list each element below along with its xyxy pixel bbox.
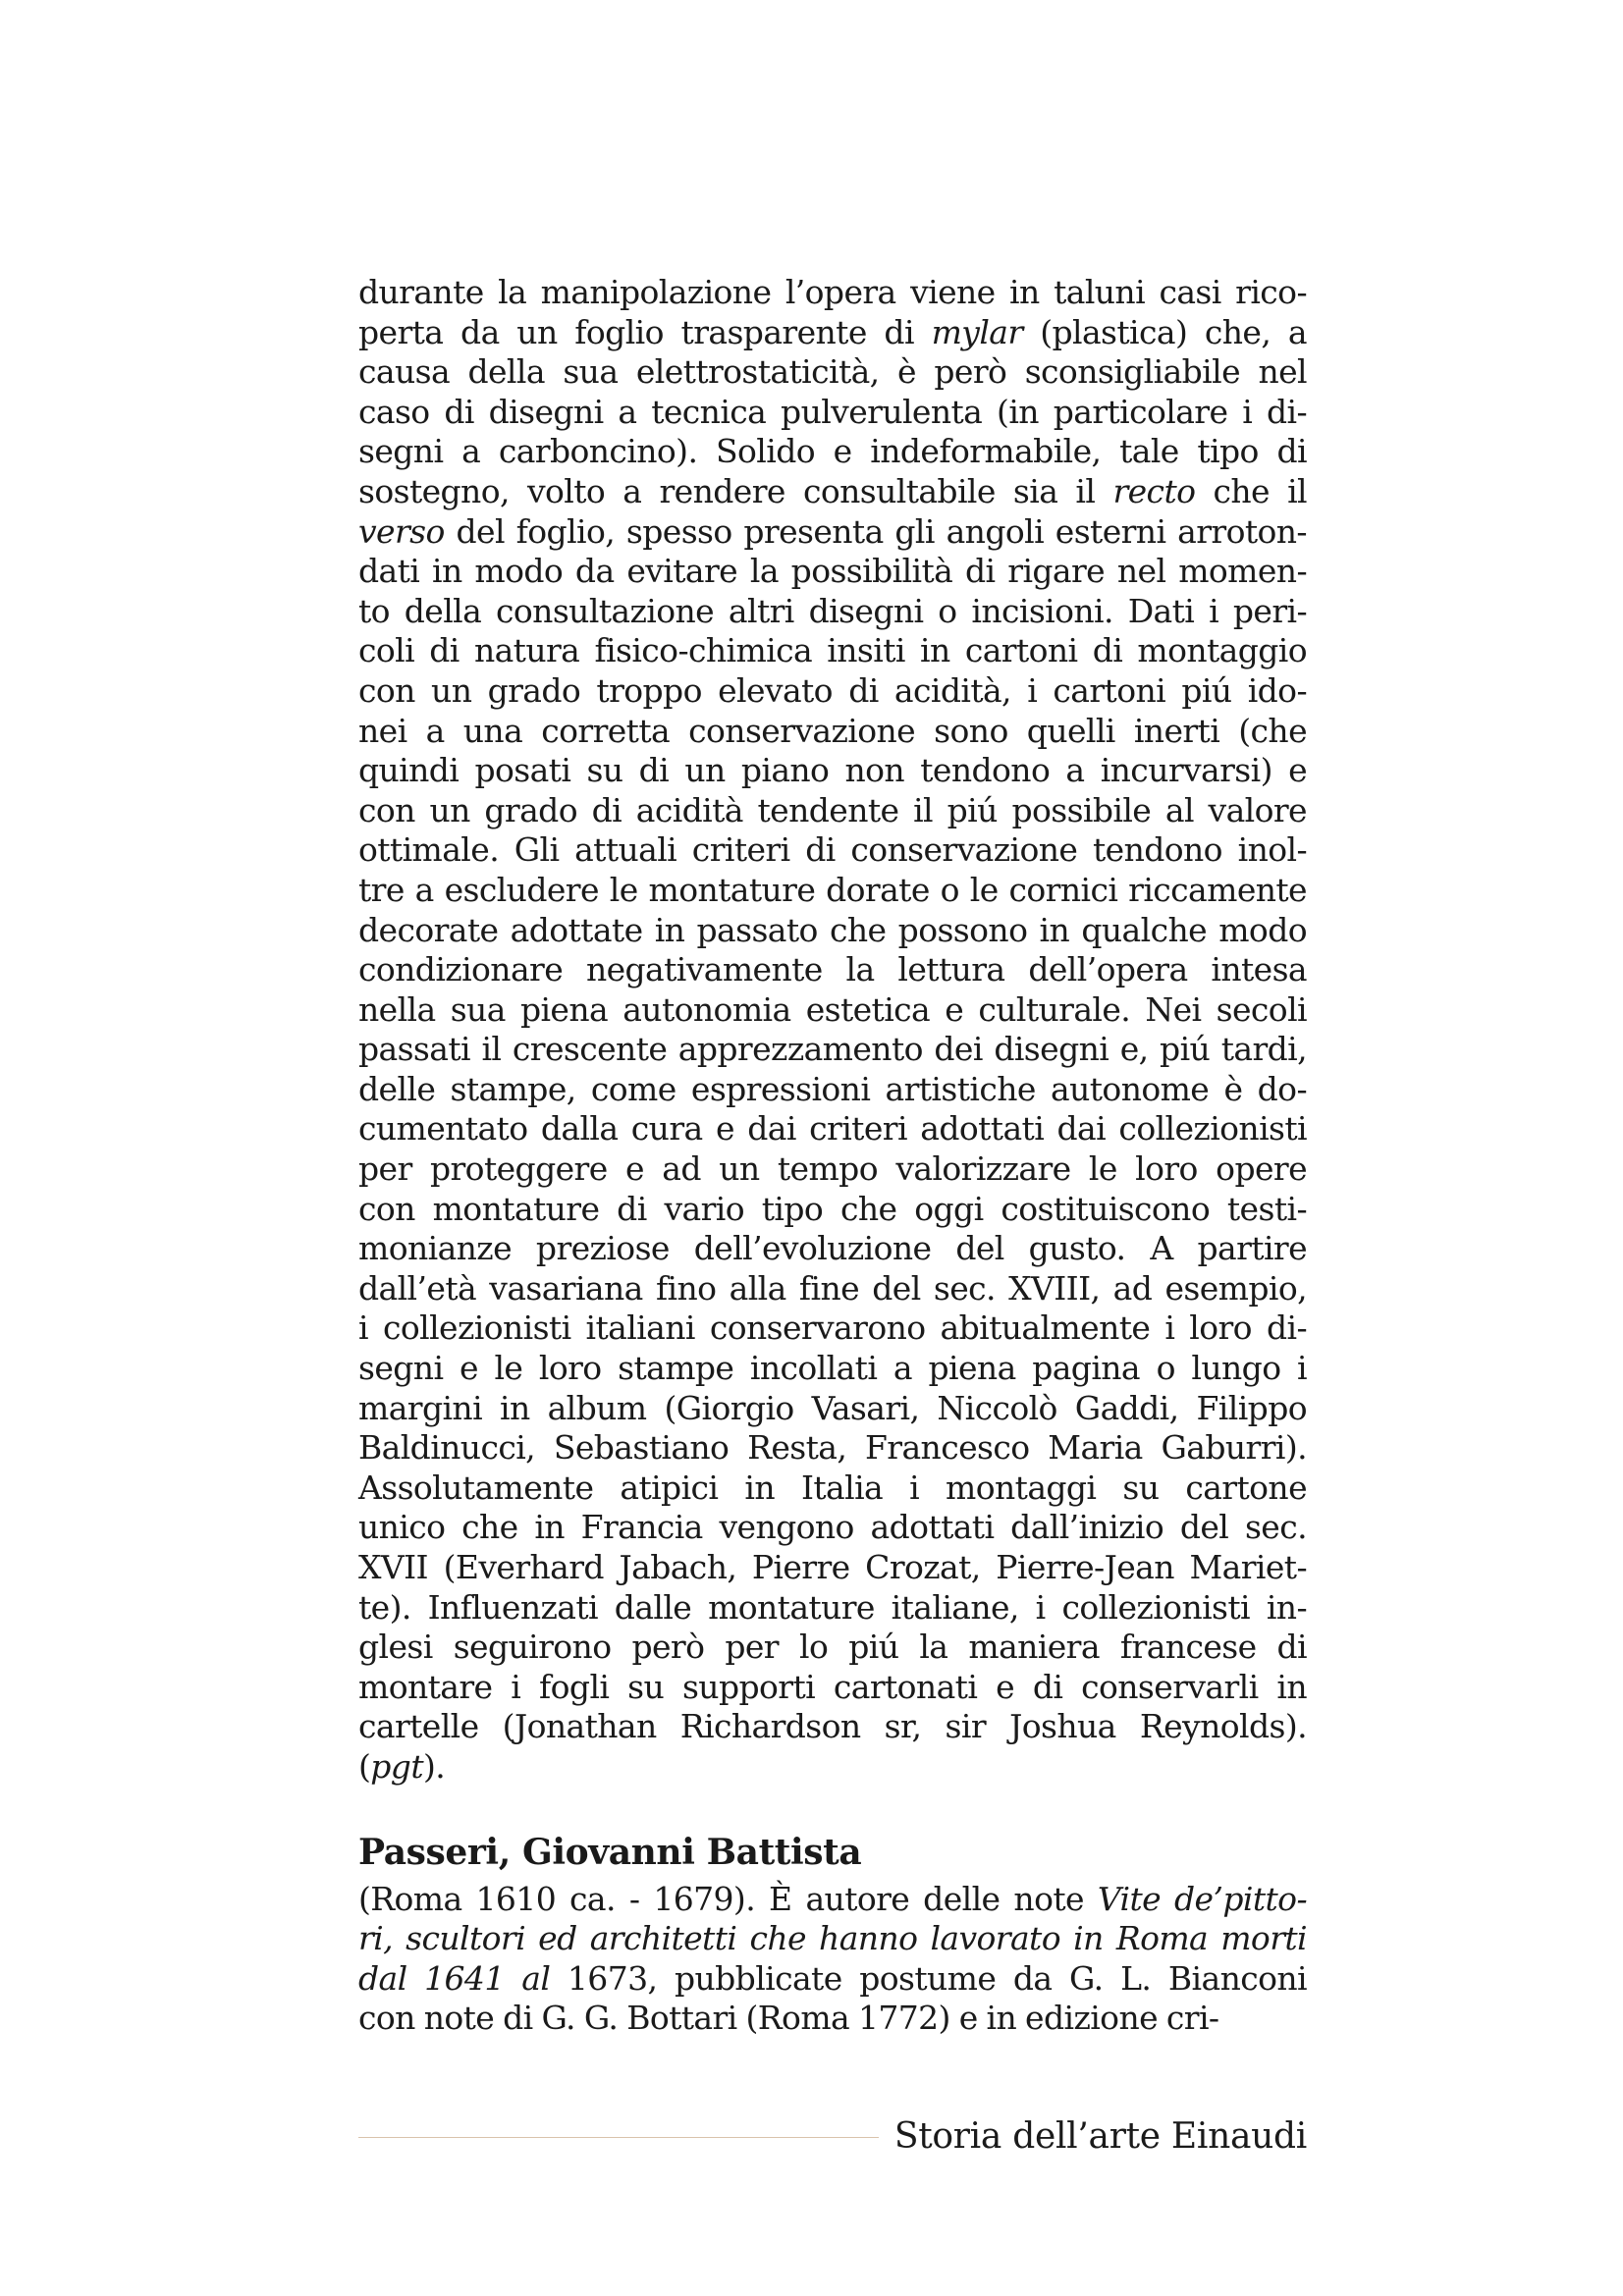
body-text-line: monianze preziose dell’evoluzione del gusto. A partire [358, 1229, 1307, 1268]
body-text-line: causa della sua elettrostaticità, è però sconsigliabile nel [358, 352, 1307, 392]
footer-rule [358, 2137, 879, 2138]
entry-text-line: (Roma 1610 ca. - 1679). È autore delle note Vite de’pitto- [358, 1879, 1307, 1918]
body-text-line: sostegno, volto a rendere consultabile sia il recto che il [358, 471, 1307, 510]
body-text-line: quindi posati su di un piano non tendono a incurvarsi) e [358, 751, 1307, 790]
body-text-line: passati il crescente apprezzamento dei disegni e, piú tardi, [358, 1030, 1307, 1069]
body-text-line: condizionare negativamente la lettura dell’opera intesa [358, 950, 1307, 989]
body-text-line: to della consultazione altri disegni o incisioni. Dati i peri- [358, 591, 1307, 630]
body-text-line: (pgt). [358, 1746, 446, 1786]
body-text-line: delle stampe, come espressioni artistiche autonome è do- [358, 1069, 1307, 1108]
body-text-line: glesi seguirono però per lo piú la maniera francese di [358, 1628, 1307, 1667]
body-text-line: dall’età vasariana fino alla fine del sec. XVIII, ad esempio, [358, 1268, 1307, 1308]
body-text-line: nei a una corretta conservazione sono quelli inerti (che [358, 711, 1307, 750]
page-content [358, 273, 1307, 2039]
body-text-line: cumentato dalla cura e dai criteri adottati dai collezionisti [358, 1109, 1307, 1148]
body-text-line: cartelle (Jonathan Richardson sr, sir Joshua Reynolds). [358, 1707, 1307, 1746]
body-text-line: Assolutamente atipici in Italia i montaggi su cartone [358, 1468, 1307, 1507]
body-text-line: per proteggere e ad un tempo valorizzare le loro opere [358, 1149, 1307, 1189]
body-text-line: coli di natura fisico-chimica insiti in cartoni di montaggio [358, 631, 1307, 670]
body-text-line: nella sua piena autonomia estetica e culturale. Nei secoli [358, 989, 1307, 1029]
entry-text [358, 1880, 1307, 2039]
body-text-line: decorate adottate in passato che possono in qualche modo [358, 910, 1307, 949]
footer-publisher: Storia dell’arte Einaudi [893, 2116, 1307, 2157]
body-text [358, 273, 1307, 1788]
body-text-line: margini in album (Giorgio Vasari, Niccolò Gaddi, Filippo [358, 1388, 1307, 1427]
body-text-line: segni a carboncino). Solido e indeformabile, tale tipo di [358, 432, 1307, 471]
entry-text-line: con note di G. G. Bottari (Roma 1772) e in edizione cri- [358, 1999, 1219, 2038]
body-text-line: con un grado di acidità tendente il piú possibile al valore [358, 790, 1307, 829]
entry-heading: Passeri, Giovanni Battista [358, 1831, 862, 1873]
page-footer [358, 2112, 1307, 2162]
body-text-line: caso di disegni a tecnica pulverulenta (in particolare i di- [358, 392, 1307, 431]
body-text-line: te). Influenzati dalle montature italiane, i collezionisti in- [358, 1587, 1307, 1627]
body-text-line: con un grado troppo elevato di acidità, i cartoni piú ido- [358, 670, 1307, 710]
entry-text-line: ri, scultori ed architetti che hanno lavorato in Roma morti [358, 1919, 1307, 1958]
body-text-line: con montature di vario tipo che oggi costituiscono testi- [358, 1189, 1307, 1228]
body-text-line: durante la manipolazione l’opera viene in taluni casi rico- [358, 273, 1307, 311]
entry-text-line: dal 1641 al 1673, pubblicate postume da G. L. Bianconi [358, 1958, 1307, 1998]
body-text-line: perta da un foglio trasparente di mylar (plastica) che, a [358, 312, 1307, 351]
body-text-line: Baldinucci, Sebastiano Resta, Francesco Maria Gaburri). [358, 1428, 1307, 1468]
body-text-line: ottimale. Gli attuali criteri di conservazione tendono inol- [358, 830, 1307, 870]
body-text-line: verso del foglio, spesso presenta gli angoli esterni arroton- [358, 511, 1307, 551]
body-text-line: unico che in Francia vengono adottati dall’inizio del sec. [358, 1508, 1307, 1547]
body-text-line: dati in modo da evitare la possibilità di rigare nel momen- [358, 552, 1307, 591]
body-text-line: i collezionisti italiani conservarono abitualmente i loro di- [358, 1308, 1307, 1348]
body-text-line: segni e le loro stampe incollati a piena pagina o lungo i [358, 1349, 1307, 1388]
body-text-line: tre a escludere le montature dorate o le cornici riccamente [358, 870, 1307, 909]
body-text-line: XVII (Everhard Jabach, Pierre Crozat, Pierre-Jean Mariet- [358, 1548, 1307, 1586]
body-text-line: montare i fogli su supporti cartonati e di conservarli in [358, 1667, 1307, 1706]
